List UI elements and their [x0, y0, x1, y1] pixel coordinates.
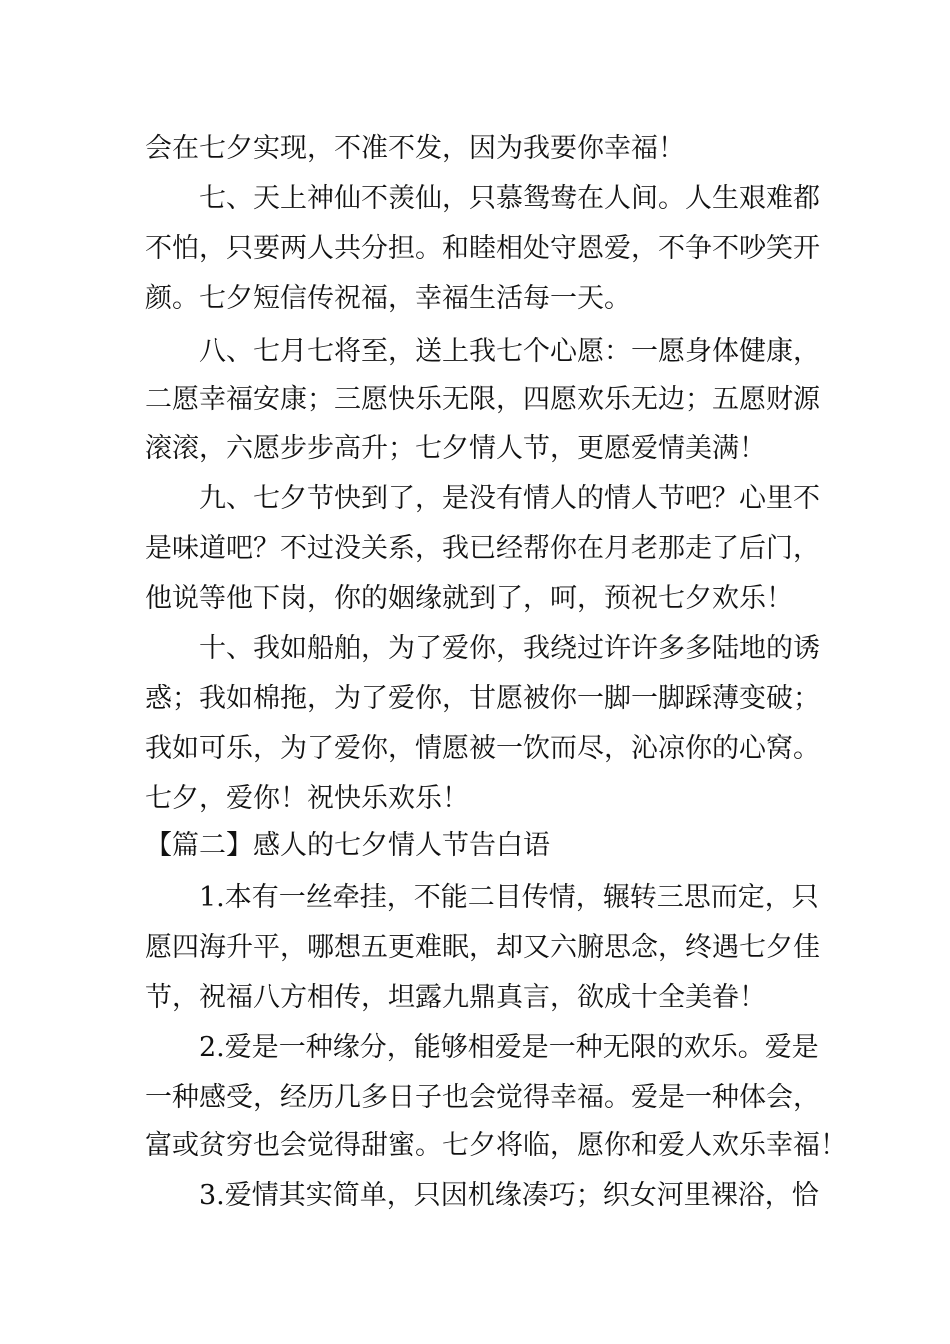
paragraph-start-line: 七、天上神仙不羡仙，只慕鸳鸯在人间。人生艰难都 [199, 183, 820, 214]
paragraph-start-line: 1.本有一丝牵挂，不能二目传情，辗转三思而定，只 [199, 882, 819, 913]
text-line: 七夕，爱你！祝快乐欢乐！ [145, 783, 469, 814]
text-line: 节，祝福八方相传，坦露九鼎真言，欲成十全美眷！ [145, 982, 766, 1013]
text-line: 是味道吧？不过没关系，我已经帮你在月老那走了后门， [145, 533, 820, 564]
text-line: 会在七夕实现，不准不发，因为我要你幸福！ [145, 133, 685, 164]
paragraph-start-line: 八、七月七将至，送上我七个心愿：一愿身体健康， [199, 336, 820, 367]
paragraph-start-line: 3.爱情其实简单，只因机缘凑巧；织女河里裸浴，恰 [199, 1180, 819, 1211]
text-line: 不怕，只要两人共分担。和睦相处守恩爱，不争不吵笑开 [145, 233, 820, 264]
paragraph-start-line: 2.爱是一种缘分，能够相爱是一种无限的欢乐。爱是 [199, 1032, 819, 1063]
text-line: 富或贫穷也会觉得甜蜜。七夕将临，愿你和爱人欢乐幸福！ [145, 1130, 847, 1161]
text-line: 一种感受，经历几多日子也会觉得幸福。爱是一种体会， [145, 1082, 820, 1113]
text-line: 他说等他下岗，你的姻缘就到了，呵，预祝七夕欢乐！ [145, 583, 793, 614]
text-line: 颜。七夕短信传祝福，幸福生活每一天。 [145, 283, 631, 314]
text-line: 我如可乐，为了爱你，情愿被一饮而尽，沁凉你的心窝。 [145, 733, 820, 764]
paragraph-start-line: 九、七夕节快到了，是没有情人的情人节吧？心里不 [199, 483, 820, 514]
text-line: 愿四海升平，哪想五更难眠，却又六腑思念，终遇七夕佳 [145, 932, 820, 963]
section-heading: 【篇二】感人的七夕情人节告白语 [145, 830, 550, 861]
text-line: 惑；我如棉拖，为了爱你，甘愿被你一脚一脚踩薄变破； [145, 683, 820, 714]
paragraph-start-line: 十、我如船舶，为了爱你，我绕过许许多多陆地的诱 [199, 633, 820, 664]
text-line: 滚滚，六愿步步高升；七夕情人节，更愿爱情美满！ [145, 433, 766, 464]
text-line: 二愿幸福安康；三愿快乐无限，四愿欢乐无边；五愿财源 [145, 384, 820, 415]
